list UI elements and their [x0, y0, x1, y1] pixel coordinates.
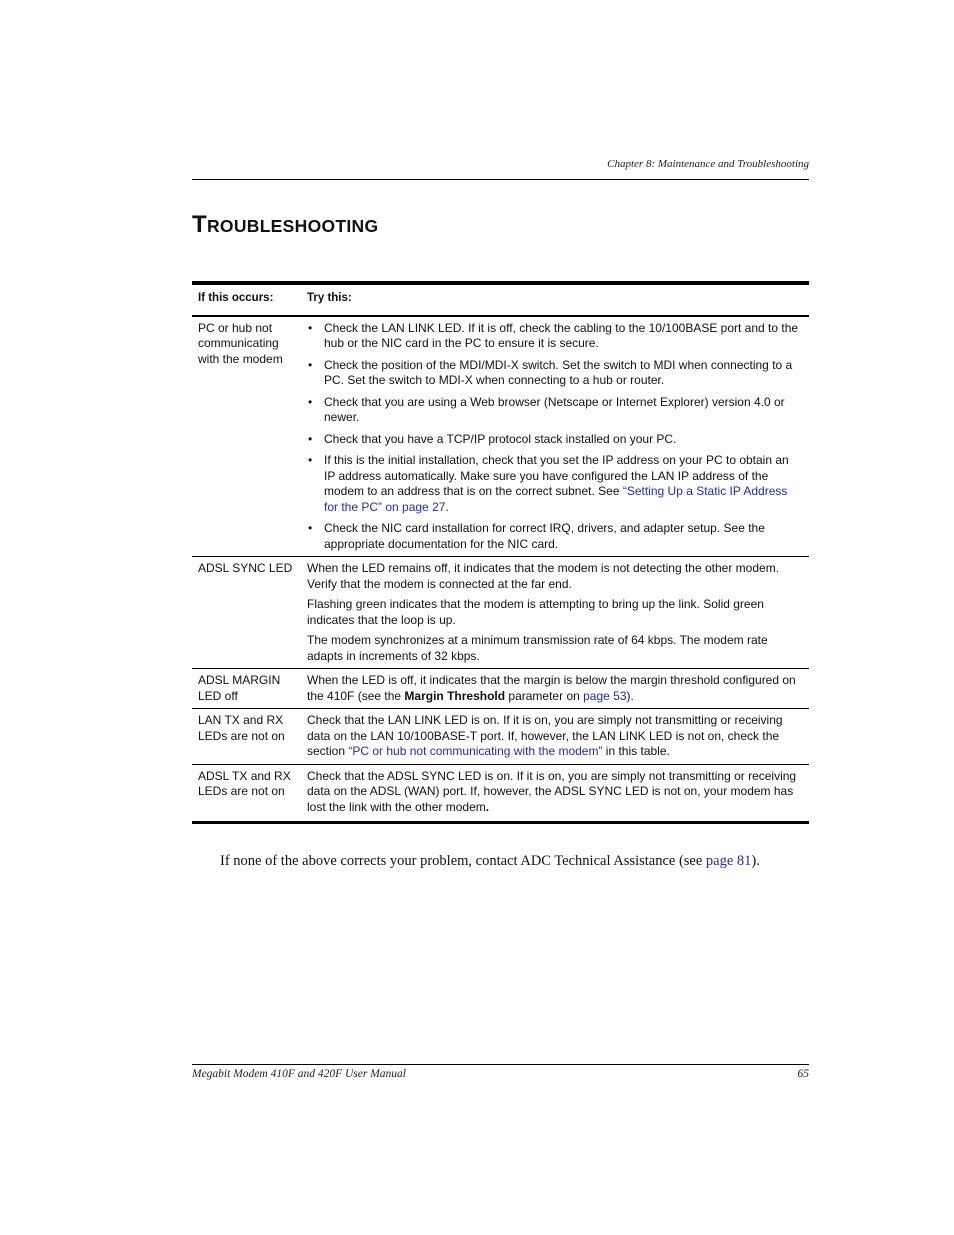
parameter-name: Margin Threshold: [404, 688, 506, 703]
condition-cell: ADSL MARGIN LED off: [192, 669, 301, 709]
section-title-initial: T: [192, 211, 207, 238]
page-number: 65: [797, 1068, 809, 1080]
page-53-link[interactable]: page 53: [583, 688, 627, 703]
column-header-solution: Try this:: [301, 283, 809, 316]
list-item: • Check that you have a TCP/IP protocol stack installed on your PC.: [308, 431, 677, 446]
condition-cell: LAN TX and RX LEDs are not on: [192, 709, 301, 765]
table-header-row: [192, 283, 809, 316]
column-header-condition: If this occurs:: [192, 283, 301, 316]
list-item: • Check the NIC card installation for correct IRQ, drivers, and adapter setup. See the appropriate documentation for the NIC card.: [308, 521, 765, 551]
static-ip-link[interactable]: “Setting Up a Static IP Address for the PC” on page 27: [324, 484, 788, 514]
list-item: • If this is the initial installation, check that you set the IP address on your PC to obtain an IP address automatically. Make sure you have configured the LAN IP address of the modem to an address that is on the correct subnet. See “Setting Up a Static IP Address for the PC” on page 27.: [308, 453, 789, 514]
footer-manual-title: Megabit Modem 410F and 420F User Manual: [192, 1068, 406, 1080]
table-row: [192, 764, 809, 823]
solution-paragraph: When the LED remains off, it indicates that the modem is not detecting the other modem. Verify that the modem is connected at the far end.: [307, 561, 780, 591]
running-header: Chapter 8: Maintenance and Troubleshooting: [607, 158, 809, 170]
solution-cell: Check that the LAN LINK LED is on. If it is on, you are simply not transmitting or receiving data on the LAN 10/100BASE-T port. If, however, the LAN LINK LED is not on, check the section “PC or hub not communicating with the modem” in this table.: [301, 709, 809, 765]
solution-cell: When the LED is off, it indicates that the margin is below the margin threshold configured on the 410F (see the Margin Threshold parameter on page 53).: [301, 669, 809, 709]
table-row: [192, 557, 809, 669]
bullet-icon: •: [308, 431, 313, 446]
bullet-icon: •: [308, 357, 313, 372]
closing-paragraph: If none of the above corrects your problem, contact ADC Technical Assistance (see page 81).: [220, 853, 760, 869]
bullet-icon: •: [308, 521, 313, 535]
solution-paragraph: Flashing green indicates that the modem is attempting to bring up the link. Solid green indicates that the loop is up.: [307, 597, 764, 627]
bullet-icon: •: [308, 453, 313, 467]
section-title: [192, 211, 378, 239]
table-row: [192, 709, 809, 765]
condition-cell: ADSL TX and RX LEDs are not on: [198, 768, 291, 798]
bullet-icon: •: [308, 320, 313, 335]
condition-cell: ADSL SYNC LED: [192, 557, 301, 669]
solution-paragraph: The modem synchronizes at a minimum transmission rate of 64 kbps. The modem rate adapts in increments of 32 kbps.: [307, 633, 768, 663]
troubleshooting-table: [192, 281, 809, 824]
footer-rule: [192, 1064, 809, 1065]
list-item: • Check that you are using a Web browser (Netscape or Internet Explorer) version 4.0 or newer.: [308, 394, 785, 424]
solution-cell: Check that the ADSL SYNC LED is on. If it is on, you are simply not transmitting or receiving data on the ADSL (WAN) port. If, however, the ADSL SYNC LED is not on, your modem has lost the link with the other modem.: [307, 768, 797, 814]
header-rule: [192, 179, 809, 180]
solution-list: [307, 321, 803, 553]
pc-hub-section-link[interactable]: “PC or hub not communicating with the modem”: [348, 744, 603, 758]
solution-cell: [301, 557, 809, 669]
bullet-icon: •: [308, 394, 313, 409]
list-item: • Check the LAN LINK LED. If it is off, check the cabling to the 10/100BASE port and to the hub or the NIC card in the PC to ensure it is secure.: [308, 320, 799, 350]
section-title-rest: ROUBLESHOOTING: [206, 216, 379, 236]
solution-cell: [301, 316, 809, 557]
table-row: [192, 316, 809, 557]
page-81-link[interactable]: page 81: [705, 853, 752, 869]
table-row: [192, 669, 809, 709]
condition-cell: PC or hub not communicating with the modem: [192, 316, 301, 557]
list-item: • Check the position of the MDI/MDI-X switch. Set the switch to MDI when connecting to a PC. Set the switch to MDI-X when connecting to a hub or router.: [308, 357, 793, 387]
